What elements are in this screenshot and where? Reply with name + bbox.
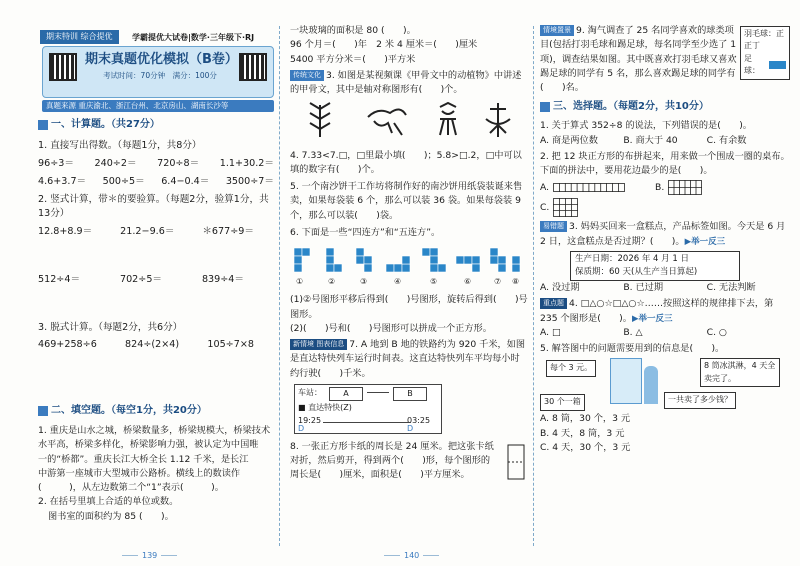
column-divider [279, 26, 280, 546]
shopkeeper-icon [644, 366, 658, 404]
calc-item: 839÷4＝ [201, 273, 244, 285]
tally-chart [740, 26, 790, 80]
brand-tag: 期末特训 综合提优 [40, 30, 119, 44]
exam-banner [42, 46, 274, 98]
question-text: 5. 一个南沙饼干工作坊将制作好的南沙饼用纸袋装诞来售卖，如果每袋装 6 个，那么可以装 36 袋。如果每袋装 9 个，那么可以装( )袋。 [290, 181, 523, 221]
calc-item: 96÷3＝ [38, 158, 74, 170]
calc-item: 21.2−9.6＝ [120, 225, 175, 237]
question-text: (1)②号图形平移后得到( )号图形，旋转后得到( )号图形。 [290, 294, 528, 320]
calc-item: 6.4−0.4＝ [161, 175, 210, 187]
choice-option[interactable]: C. ○ [706, 326, 727, 338]
oracle-glyph-tree [310, 103, 330, 137]
choice-option[interactable]: B. 4 天，8 筒，3 元 [540, 427, 625, 439]
page-number: 140 [380, 550, 443, 562]
station-a: A [329, 387, 363, 401]
question-text: 4. □△○☆□△○☆……按照这样的规律排下去，第 235 个图形是( )。 [540, 298, 774, 324]
section-label: 二、填空题。（每空1分，共20分） [51, 405, 207, 416]
tile-arrangement-c [553, 198, 579, 218]
choice-option[interactable]: C. 有余数 [706, 134, 747, 146]
tile-arrangement-b [668, 180, 702, 196]
oracle-glyph-grain [486, 103, 510, 137]
figure-label: ⑤ [430, 277, 438, 286]
column-3 [540, 24, 790, 455]
tally-row: 足球： [744, 53, 760, 76]
speech-bubble: 30 个一箱 [540, 394, 585, 410]
figure-label: ① [296, 277, 304, 286]
oracle-bone-figures [290, 99, 520, 141]
section-title [38, 118, 160, 133]
label-line: 生产日期：2026 年 4 月 1 日 [575, 253, 689, 264]
day-marker: D [298, 423, 305, 433]
question-text: 1. 关于算式 352÷8 的说法，下列错误的是( )。 [540, 120, 752, 132]
tag-badge: 传统文化 [290, 70, 324, 81]
station-b: B [393, 387, 427, 401]
choice-option[interactable]: C. 4 天，30 个，3 元 [540, 441, 631, 453]
arrive-time: 03:25 [407, 415, 431, 425]
choice-option[interactable]: A. 没过期 [540, 282, 580, 294]
question-text: 9. 淘气调查了 25 名同学喜欢的球类项目(包括打羽毛球和踢足球，每名同学至少选了 1 项)，调查结果如图。其中既喜欢打羽毛球又喜欢踢足球的同学有 5 名，那么喜欢踢足球的同学有( )名。 [540, 25, 737, 93]
question-text: 4. 7.33<7.□，□里最小填( )；5.8>□.2，□中可以填的数字有( )个。 [290, 149, 522, 175]
label-line: 保质期：60 天(从生产当日算起) [575, 266, 698, 277]
text-line: 2. 在括号里填上合适的单位或数。 [38, 496, 179, 508]
train-name: 直达特快(Z) [308, 402, 352, 412]
series-title: 学霸提优大试卷|数学·三年级下·RJ [132, 33, 255, 42]
section-fill-blank [38, 404, 274, 524]
tag-badge: 重点题 [540, 298, 567, 309]
tag-badge: 易错题 [540, 221, 567, 232]
section-title [38, 404, 207, 419]
choice-option[interactable]: B. △ [623, 326, 643, 338]
calc-item: 702÷5＝ [119, 273, 163, 285]
calc-item: 105÷7×8 [207, 339, 254, 351]
tile-arrangement-a [553, 183, 625, 193]
figure-label: ⑧ [512, 277, 520, 286]
choice-option[interactable]: A. □ [540, 326, 561, 338]
choice-option[interactable]: B. [655, 182, 665, 194]
text-line: 中游第一座城市大型城市公路桥。横线上的数读作 [38, 467, 241, 479]
choice-option[interactable]: A. 8 筒，30 个，3 元 [540, 413, 631, 425]
tag-badge: 情境置景 [540, 25, 574, 36]
page-number: 139 [118, 550, 181, 562]
choice-option[interactable]: A. 商是两位数 [540, 134, 598, 146]
exam-meta: 考试时间：70分钟 满分：100分 [103, 71, 217, 80]
qr-code-icon [49, 53, 77, 81]
question-text: 6. 下面是一些“四连方”和“五连方”。 [290, 226, 441, 238]
section-marker-icon [38, 120, 48, 130]
text-line: 水平高，桥梁多样化，桥梁影响力强，被认定为中国唯 [38, 439, 259, 451]
figure-label: ② [328, 277, 336, 286]
depart-time: 19:25 [298, 415, 322, 425]
choice-option[interactable]: B. 已过期 [623, 282, 664, 294]
choice-option[interactable]: C. 无法判断 [706, 282, 756, 294]
exam-source: 真题来源 重庆渝北、浙江台州、北京房山、湖南长沙等 [42, 100, 274, 112]
folded-paper-figure [506, 443, 528, 483]
section-label: 一、计算题。（共27分） [51, 119, 160, 130]
section-label: 三、选择题。（每题2分，共10分） [553, 101, 709, 113]
related-link[interactable]: ▶举一反三 [631, 313, 673, 324]
calc-item: 824÷(2×4) [125, 339, 180, 351]
column-divider [533, 26, 534, 546]
freezer-icon [610, 358, 642, 404]
question-text: 7. A 地到 B 地的铁路约为 920 千米，如图是直达特快列车运行时间表。这直达特快列车平均每小时约行驶( )千米。 [290, 339, 526, 379]
text-line: 96 个月＝( )年 2 米 4 厘米＝( )厘米 [290, 39, 478, 51]
question-text: 5. 解答图中的问题需要用到的信息是( )。 [540, 343, 725, 355]
figure-label: ④ [394, 277, 402, 286]
ice-cream-scene [540, 358, 790, 412]
section-marker-icon [540, 102, 550, 112]
exam-title: 期末真题优化模拟（B卷） [85, 52, 238, 67]
text-line: 5400 平方分米＝( )平方米 [290, 53, 416, 65]
section-calculation [38, 118, 274, 352]
calc-item: 3500÷7＝ [225, 175, 274, 187]
question-text: 2. 把 12 块正方形的布拼起来，用来做一个围成一圈的桌布。下面的拼法中，要用花边最少的是( )。 [540, 150, 790, 176]
tag-badge: 新情境 图表信息 [290, 339, 347, 350]
train-timetable [294, 384, 442, 434]
column-2 [290, 24, 528, 483]
calc-item: 720÷8＝ [157, 158, 200, 170]
qr-code-icon [239, 53, 267, 81]
section-marker-icon [38, 406, 48, 416]
oracle-glyph-plant [440, 103, 456, 135]
tally-row: 羽毛球：正正丁 [744, 29, 784, 51]
section-title [540, 99, 709, 115]
figure-label: ⑦ [494, 277, 502, 286]
calc-item: 500÷5＝ [102, 175, 145, 187]
choice-option[interactable]: B. 商大于 40 [623, 134, 678, 146]
text-line: 1. 重庆是山水之城，桥梁数量多，桥梁规模大，桥梁技术 [38, 425, 271, 437]
train-line: ■ 直达特快(Z) [298, 402, 352, 412]
figure-label: ⑥ [464, 277, 472, 286]
text-line: ( )，从左边数第二个“1”表示( )。 [38, 482, 224, 494]
text-line: 一的“桥都”。重庆长江大桥全长 1.12 千米，是长江 [38, 453, 249, 465]
choice-option[interactable]: A. [540, 182, 550, 194]
tetromino-figures [290, 242, 526, 288]
text-line: 图书室的面积约为 85 ( )。 [48, 510, 174, 522]
timetable-label: 车站： [298, 387, 322, 397]
question-3-text: 3. 脱式计算。（每题2分，共6分） [38, 321, 183, 333]
choice-option[interactable]: C. [540, 202, 550, 214]
figure-label: ③ [360, 277, 368, 286]
speech-bubble: 8 筒冰淇淋，4 天全卖完了。 [700, 358, 780, 387]
calc-item: 240÷2＝ [94, 158, 137, 170]
day-marker: D [407, 423, 414, 433]
speech-bubble: 一共卖了多少钱？ [664, 392, 736, 408]
calc-item: 512÷4＝ [38, 273, 81, 285]
oracle-glyph-bird [368, 110, 406, 136]
calc-item: 12.8+8.9＝ [38, 225, 93, 237]
text-line: 一块玻璃的面积是 80 ( )。 [290, 25, 416, 36]
question-text: 8. 一张正方形卡纸的周长是 24 厘米。把这张卡纸对折，然后剪开，得到两个( )形，每个图形的周长是( )厘米，面积是( )平方厘米。 [290, 440, 494, 481]
arrow-icon [367, 392, 389, 393]
smudge-icon [769, 61, 786, 69]
question-text: 3. 如图是某视频课《甲骨文中的动植物》中讲述的甲骨文，其中是轴对称图形有( )个。 [290, 69, 522, 95]
calc-item: 469+258÷6 [38, 339, 97, 351]
question-2-text: 2. 竖式计算，带＊的要验算。（每题2分，验算1分，共13分） [38, 193, 269, 219]
calc-item: 1.1+30.2＝ [219, 158, 274, 170]
product-label [570, 251, 740, 281]
related-link[interactable]: ▶举一反三 [684, 236, 726, 247]
calc-item: 4.6+3.7＝ [38, 175, 87, 187]
speech-bubble: 每个 3 元。 [546, 360, 596, 376]
question-text: 3. 妈妈买回来一盒糕点，产品标签如图。今天是 6 月 2 日，这盒糕点是否过期？( )。 [540, 221, 786, 247]
question-1-text: 1. 直接写出得数。（每题1分，共8分） [38, 140, 202, 152]
route-line [323, 422, 411, 423]
question-text: (2)( )号和( )号图形可以拼成一个正方形。 [290, 322, 492, 334]
calc-item: ＊677÷9＝ [202, 225, 254, 237]
